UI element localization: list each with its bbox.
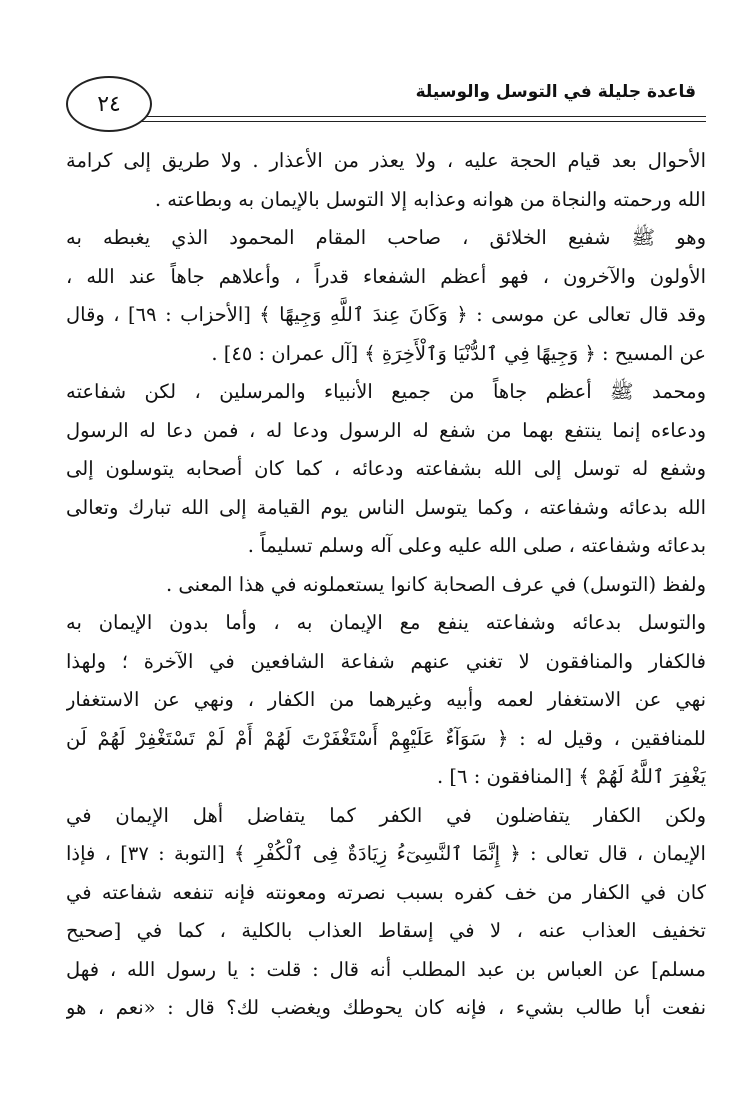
header-rule (134, 121, 706, 122)
text-line: بدعائه وشفاعته ، صلى الله عليه وعلى آله وسلم تسليماً . (247, 534, 706, 557)
header-rule (134, 116, 706, 117)
text-line: الله بدعائه وشفاعته ، وكما يتوسل الناس يوم القيامة إلى الله تبارك وتعالى (66, 495, 706, 519)
text-line: تخفيف العذاب عنه ، لا في إسقاط العذاب بالكلية ، كما في [صحيح (66, 919, 706, 942)
text-line: وهو ﷺ شفيع الخلائق ، صاحب المقام المحمود الذي يغبطه به (66, 226, 706, 249)
text-line: الله ورحمته والنجاة من هوانه وعذابه إلا التوسل بالإيمان به وبطاعته . (154, 187, 706, 211)
page-body (66, 142, 706, 1028)
text-line: الأولون والآخرون ، فهو أعظم الشفعاء قدراً ، وأعلاهم جاهاً عند الله ، (66, 264, 706, 288)
text-line: ولكن الكفار يتفاضلون في الكفر كما يتفاضل أهل الإيمان في (66, 803, 706, 827)
text-line: الأحوال بعد قيام الحجة عليه ، ولا يعذر من الأعذار . ولا طريق إلى كرامة (66, 149, 706, 172)
text-line: نفعت أبا طالب بشيء ، فإنه كان يحوطك ويغضب لك؟ قال : «نعم ، هو (66, 996, 706, 1019)
text-line: مسلم] عن العباس بن عبد المطلب أنه قال : قلت : يا رسول الله ، فهل (66, 957, 706, 981)
text-line: عن المسيح : ﴿ وَجِيهًا فِي ٱلدُّنْيَا وَٱلْأَخِرَةِ ﴾ [آل عمران : ٤٥] . (211, 341, 706, 365)
text-line: للمنافقين ، وقيل له : ﴿ سَوَآءٌ عَلَيْهِمْ أَسْتَغْفَرْتَ لَهُمْ أَمْ لَمْ تَسْتَغْفِرْ لَهُمْ لَن (66, 726, 706, 750)
text-line: الإيمان ، قال تعالى : ﴿ إِنَّمَا ٱلنَّسِىٓءُ زِيَادَةٌ فِى ٱلْكُفْرِ ﴾ [التوبة : ٣٧] ، فإذا (66, 842, 706, 865)
text-line: ودعاءه إنما ينتفع بهما من شفع له الرسول ودعا له ، فمن دعا له الرسول (66, 418, 706, 442)
text-line: يَغْفِرَ ٱللَّهُ لَهُمْ ﴾ [المنافقون : ٦] . (437, 765, 706, 788)
text-line: فالكفار والمنافقون لا تغني عنهم شفاعة الشافعين في الآخرة ؛ ولهذا (66, 649, 706, 673)
text-line: نهي عن الاستغفار لعمه وأبيه وغيرهما من الكفار ، ونهي عن الاستغفار (66, 688, 706, 711)
page-header (66, 76, 706, 134)
text-line: كان في الكفار من خف كفره بسبب نصرته ومعونته فإنه تنفعه شفاعته في (66, 880, 706, 904)
text-line: وشفع له توسل إلى الله بشفاعته ودعائه ، كما كان أصحابه يتوسلون إلى (66, 457, 706, 480)
text-line: ولفظ (التوسل) في عرف الصحابة كانوا يستعملونه في هذا المعنى . (165, 572, 706, 596)
text-line: والتوسل بدعائه وشفاعته ينفع مع الإيمان به ، وأما بدون الإيمان به (66, 611, 706, 634)
running-title: قاعدة جليلة في التوسل والوسيلة (415, 82, 696, 102)
text-line: ومحمد ﷺ أعظم جاهاً من جميع الأنبياء والمرسلين ، لكن شفاعته (66, 380, 706, 403)
text-line: وقد قال تعالى عن موسى : ﴿ وَكَانَ عِندَ ٱللَّهِ وَجِيهًا ﴾ [الأحزاب : ٦٩] ، وقال (66, 303, 706, 326)
page-number: ٢٤ (66, 76, 152, 132)
